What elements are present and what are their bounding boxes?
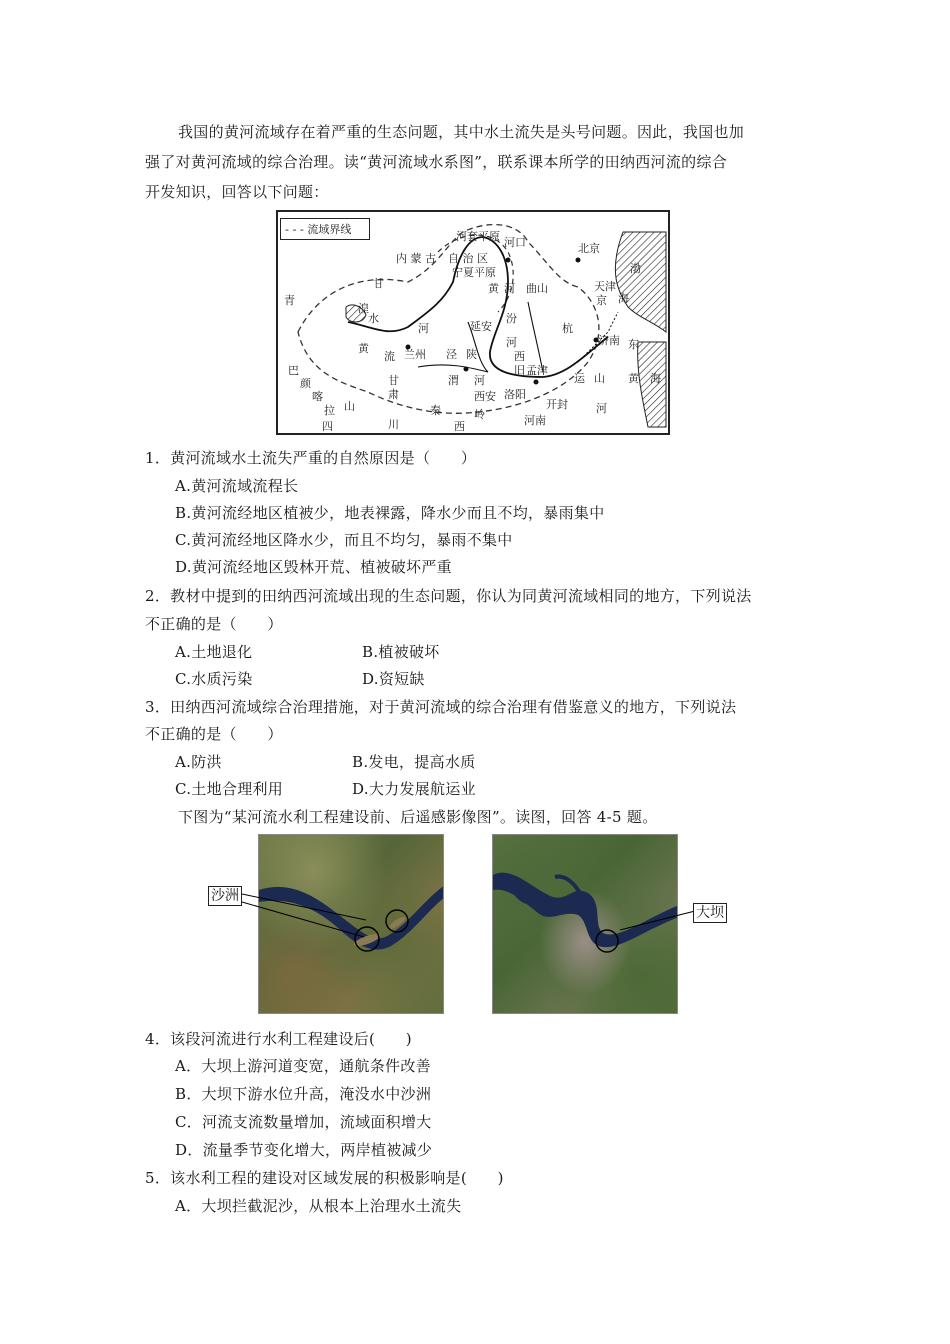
intro-line-1: 我国的黄河流域存在着严重的生态问题，其中水土流失是头号问题。因此，我国也加 bbox=[178, 123, 745, 141]
q3-option-d: D.大力发展航运业 bbox=[352, 780, 476, 798]
q2-option-d: D.资短缺 bbox=[362, 670, 425, 688]
svg-text:喀: 喀 bbox=[312, 390, 323, 403]
svg-text:甘: 甘 bbox=[388, 374, 399, 387]
svg-text:京: 京 bbox=[596, 294, 607, 307]
q2-option-c: C.水质污染 bbox=[175, 670, 253, 688]
svg-text:青: 青 bbox=[284, 294, 295, 307]
q1-option-a: A.黄河流域流程长 bbox=[175, 477, 299, 495]
q3-option-a: A.防洪 bbox=[175, 753, 222, 771]
svg-text:河套平原: 河套平原 bbox=[456, 230, 500, 243]
svg-text:泾: 泾 bbox=[446, 348, 457, 361]
map-legend: - - - 流域界线 bbox=[280, 218, 370, 240]
q2-option-a: A.土地退化 bbox=[175, 643, 253, 661]
svg-text:北京: 北京 bbox=[578, 242, 600, 255]
q4-option-d: D．流量季节变化增大，两岸植被减少 bbox=[175, 1141, 433, 1159]
svg-text:济南: 济南 bbox=[598, 334, 620, 347]
q5-stem: 5．该水利工程的建设对区域发展的积极影响是( ) bbox=[145, 1169, 504, 1187]
sandbar-callout: 沙洲 bbox=[208, 886, 242, 906]
q1-option-d: D.黄河流经地区毁林开荒、植被破坏严重 bbox=[175, 558, 452, 576]
svg-text:四: 四 bbox=[322, 420, 333, 433]
q2-stem-line-2: 不正确的是（ ） bbox=[145, 615, 283, 633]
svg-text:汾: 汾 bbox=[506, 312, 517, 325]
svg-text:山: 山 bbox=[594, 372, 605, 385]
svg-text:开封: 开封 bbox=[546, 398, 568, 411]
svg-text:杭: 杭 bbox=[562, 322, 573, 335]
svg-text:洛阳: 洛阳 bbox=[504, 388, 526, 401]
svg-text:延安: 延安 bbox=[470, 320, 492, 333]
after-callout-arrow bbox=[600, 905, 700, 945]
q4-option-a: A．大坝上游河道变宽，通航条件改善 bbox=[175, 1057, 431, 1075]
svg-text:西安: 西安 bbox=[474, 390, 496, 403]
svg-text:拉: 拉 bbox=[324, 404, 335, 417]
svg-text:黄: 黄 bbox=[628, 372, 639, 385]
q3-stem-line-1: 3．田纳西河流域综合治理措施，对于黄河流域的综合治理有借鉴意义的地方，下列说法 bbox=[145, 698, 737, 716]
dam-callout: 大坝 bbox=[693, 903, 727, 923]
svg-text:秦: 秦 bbox=[430, 404, 441, 417]
q4-option-b: B．大坝下游水位升高，淹没水中沙洲 bbox=[175, 1085, 432, 1103]
svg-text:肃: 肃 bbox=[388, 388, 399, 401]
svg-text:内 蒙 古: 内 蒙 古 bbox=[396, 252, 436, 265]
images-intro: 下图为“某河流水利工程建设前、后遥感影像图”。读图，回答 4-5 题。 bbox=[178, 808, 658, 826]
svg-text:巴: 巴 bbox=[288, 364, 299, 377]
before-callout-arrows bbox=[240, 880, 410, 950]
q4-stem: 4．该段河流进行水利工程建设后( ) bbox=[145, 1030, 412, 1048]
q3-option-b: B.发电，提高水质 bbox=[352, 753, 476, 771]
svg-text:陕: 陕 bbox=[466, 348, 477, 361]
svg-text:河口: 河口 bbox=[504, 236, 526, 249]
svg-text:川: 川 bbox=[388, 418, 399, 431]
yellow-river-basin-map bbox=[276, 210, 670, 435]
svg-text:宁夏平原: 宁夏平原 bbox=[452, 266, 496, 279]
svg-text:自 治 区: 自 治 区 bbox=[448, 252, 488, 265]
svg-text:河南: 河南 bbox=[524, 414, 546, 427]
svg-text:黄: 黄 bbox=[358, 342, 369, 355]
q4-option-c: C．河流支流数量增加，流域面积增大 bbox=[175, 1113, 432, 1131]
svg-text:湟: 湟 bbox=[358, 302, 369, 315]
svg-text:岭: 岭 bbox=[474, 408, 485, 421]
q1-option-c: C.黄河流经地区降水少，而且不均匀，暴雨不集中 bbox=[175, 531, 513, 549]
svg-text:西: 西 bbox=[514, 350, 525, 363]
svg-text:运: 运 bbox=[574, 372, 585, 385]
svg-text:河: 河 bbox=[474, 374, 485, 387]
q1-option-b: B.黄河流经地区植被少，地表裸露，降水少而且不均，暴雨集中 bbox=[175, 504, 605, 522]
intro-line-2: 强了对黄河流域的综合治理。读“黄河流域水系图”，联系课本所学的田纳西河流的综合 bbox=[145, 153, 728, 171]
svg-text:兰州: 兰州 bbox=[404, 348, 426, 361]
q2-stem-line-1: 2．教材中提到的田纳西河流域出现的生态问题，你认为同黄河流域相同的地方，下列说法 bbox=[145, 587, 752, 605]
svg-text:东: 东 bbox=[628, 338, 639, 351]
svg-text:西: 西 bbox=[454, 420, 465, 433]
q5-option-a: A．大坝拦截泥沙，从根本上治理水土流失 bbox=[175, 1197, 462, 1215]
svg-text:海: 海 bbox=[618, 292, 629, 305]
svg-text:孟津: 孟津 bbox=[526, 364, 548, 377]
svg-text:旧: 旧 bbox=[514, 364, 525, 377]
svg-text:河: 河 bbox=[596, 402, 607, 415]
svg-text:甘: 甘 bbox=[373, 277, 384, 290]
svg-text:渤: 渤 bbox=[630, 262, 641, 275]
svg-text:水: 水 bbox=[368, 312, 379, 325]
q1-stem: 1．黄河流域水土流失严重的自然原因是（ ） bbox=[145, 449, 477, 467]
svg-text:黄: 黄 bbox=[488, 282, 499, 295]
map-drawing bbox=[278, 212, 668, 433]
q2-option-b: B.植被破坏 bbox=[362, 643, 440, 661]
svg-text:天津: 天津 bbox=[594, 280, 616, 293]
svg-text:河: 河 bbox=[418, 322, 429, 335]
intro-line-3: 开发知识，回答以下问题： bbox=[145, 183, 329, 201]
svg-text:海: 海 bbox=[650, 372, 661, 385]
svg-text:曲山: 曲山 bbox=[526, 282, 548, 295]
svg-text:颜: 颜 bbox=[300, 377, 311, 390]
svg-text:山: 山 bbox=[344, 400, 355, 413]
svg-text:河: 河 bbox=[504, 282, 515, 295]
svg-text:流: 流 bbox=[384, 350, 395, 363]
q3-option-c: C.土地合理利用 bbox=[175, 780, 284, 798]
q3-stem-line-2: 不正确的是（ ） bbox=[145, 725, 283, 743]
svg-text:渭: 渭 bbox=[448, 374, 459, 387]
svg-text:河: 河 bbox=[506, 336, 517, 349]
